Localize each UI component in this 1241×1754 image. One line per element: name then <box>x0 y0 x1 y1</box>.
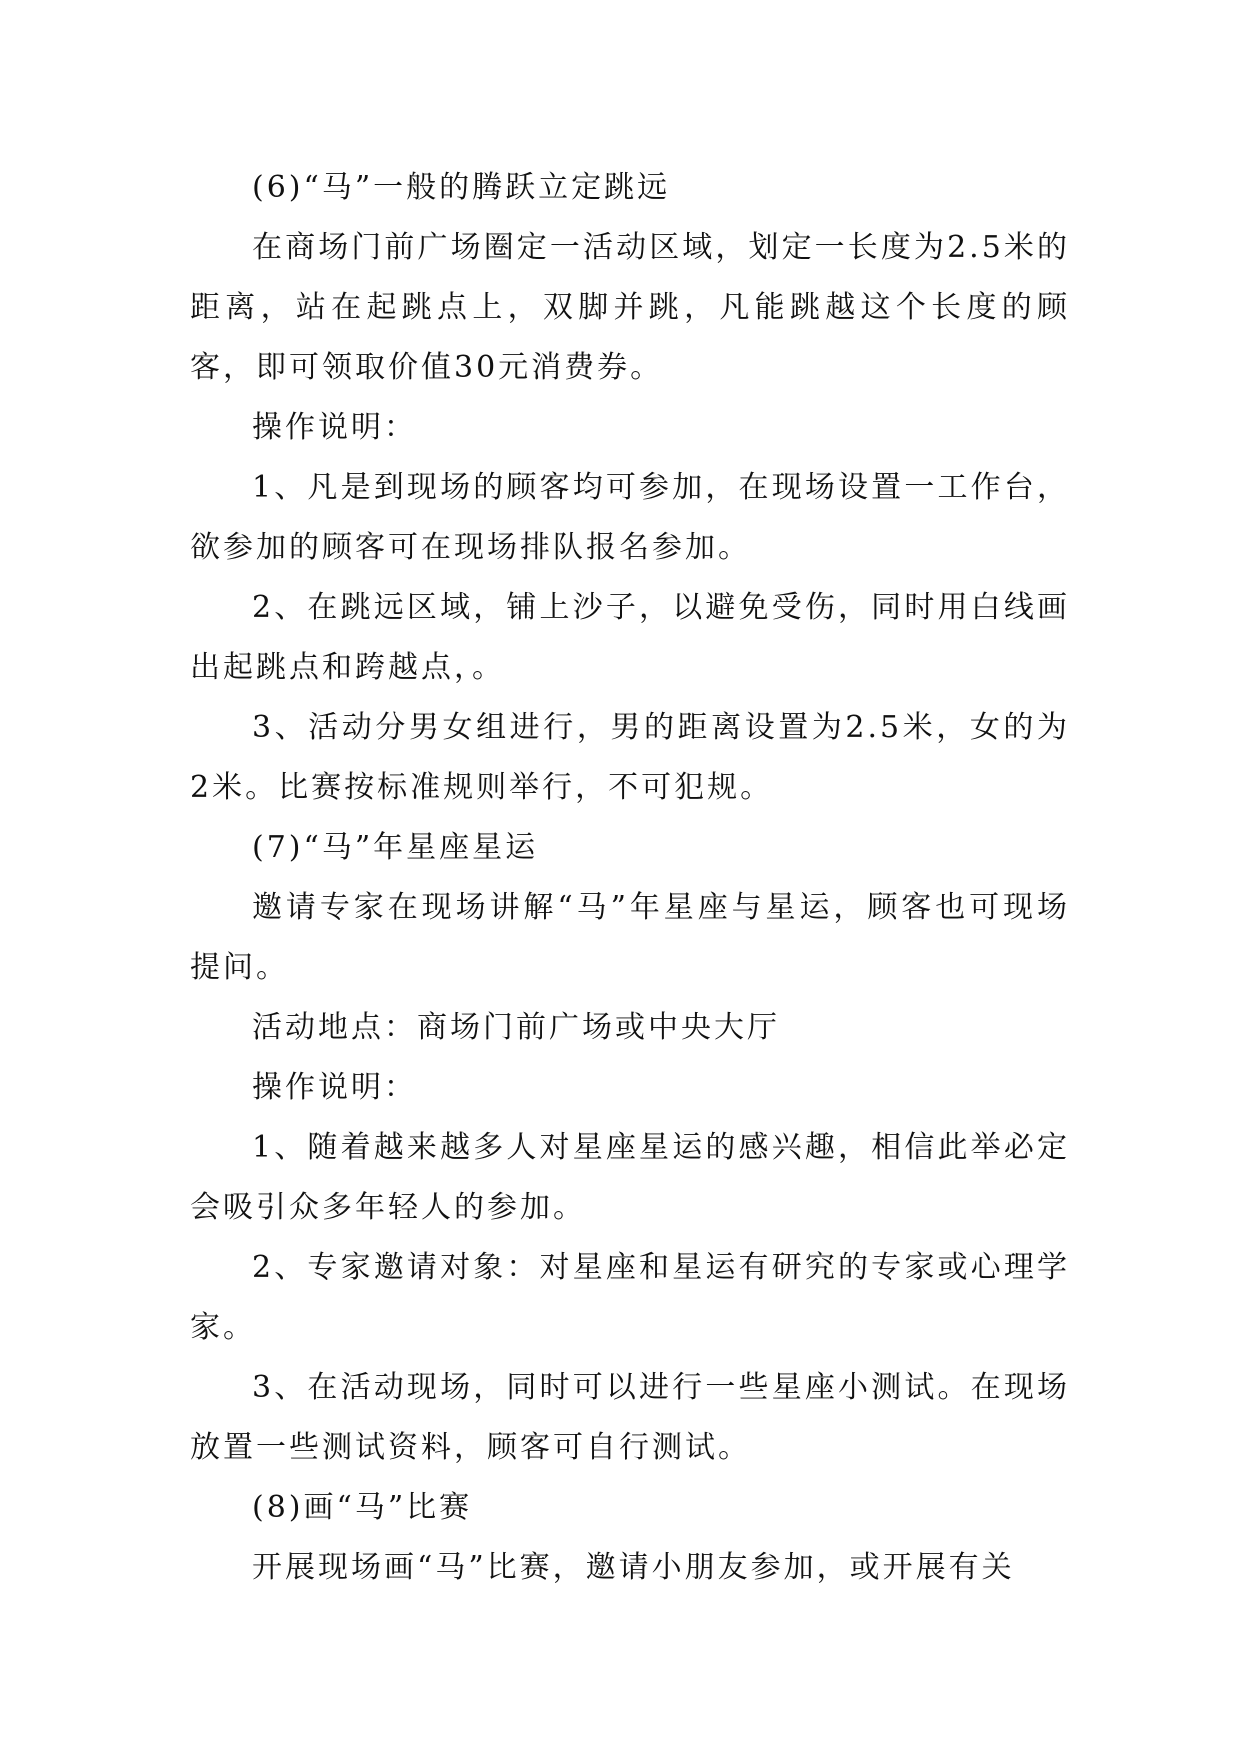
list-item: 2、专家邀请对象：对星座和星运有研究的专家或心理学家。 <box>190 1250 1070 1345</box>
list-item: 1、凡是到现场的顾客均可参加，在现场设置一工作台，欲参加的顾客可在现场排队报名参加。 <box>190 470 1070 565</box>
operation-notes-label: 操作说明： <box>252 410 417 445</box>
list-item: 3、在活动现场，同时可以进行一些星座小测试。在现场放置一些测试资料，顾客可自行测试。 <box>190 1370 1070 1465</box>
section-heading-long-jump: (6)“马”一般的腾跃立定跳远 <box>252 170 671 205</box>
document-body <box>190 158 1070 1598</box>
section-heading-drawing-contest: (8)画“马”比赛 <box>252 1490 473 1525</box>
list-item: 2、在跳远区域，铺上沙子，以避免受伤，同时用白线画出起跳点和跨越点，。 <box>190 590 1070 685</box>
paragraph: 邀请专家在现场讲解“马”年星座与星运，顾客也可现场提问。 <box>190 890 1070 985</box>
event-location: 活动地点：商场门前广场或中央大厅 <box>252 1010 780 1045</box>
operation-notes-label: 操作说明： <box>252 1070 417 1105</box>
list-item: 1、随着越来越多人对星座星运的感兴趣，相信此举必定会吸引众多年轻人的参加。 <box>190 1130 1070 1225</box>
paragraph: 开展现场画“马”比赛，邀请小朋友参加，或开展有关 <box>252 1550 1015 1585</box>
list-item: 3、活动分男女组进行，男的距离设置为2.5米，女的为2米。比赛按标准规则举行，不可犯规。 <box>190 710 1070 805</box>
section-heading-horoscope: (7)“马”年星座星运 <box>252 830 539 865</box>
paragraph: 在商场门前广场圈定一活动区域，划定一长度为2.5米的距离，站在起跳点上，双脚并跳，凡能跳越这个长度的顾客，即可领取价值30元消费券。 <box>190 230 1070 385</box>
